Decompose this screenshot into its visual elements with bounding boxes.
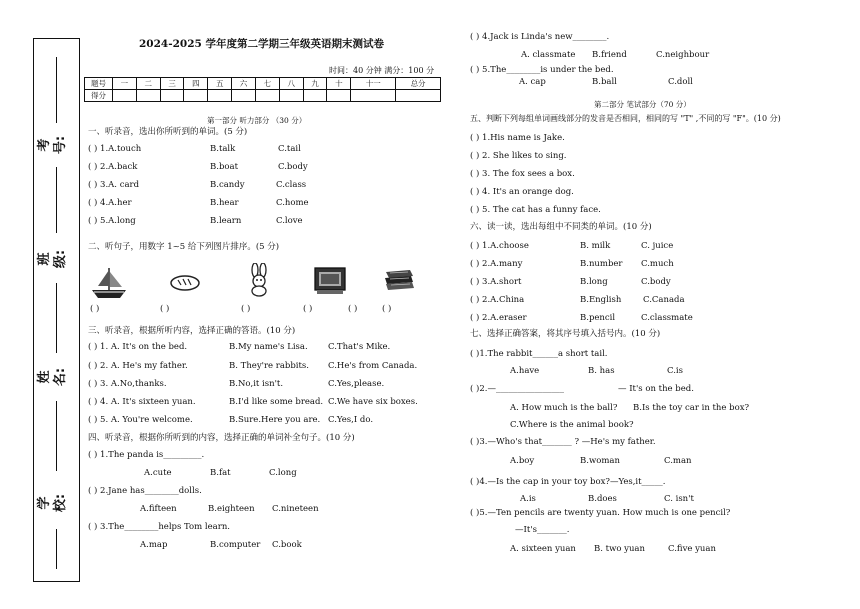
score-input-cell[interactable]: [396, 90, 441, 102]
score-input-cell[interactable]: [208, 90, 232, 102]
s6-q2: ( ) 2.A.many: [470, 259, 523, 269]
s1-q1-c: C.tail: [278, 144, 301, 154]
s7-q1-c: C.is: [667, 366, 683, 376]
s3-q5-b: B.Sure.Here you are.: [229, 415, 321, 425]
s3-q2-c: C.He's from Canada.: [328, 361, 418, 371]
name-label: 姓名:: [37, 367, 68, 387]
table-cell: 五: [208, 78, 232, 90]
s6-q3-c: C.body: [641, 277, 671, 287]
table-cell: 六: [232, 78, 256, 90]
s1-q3: ( ) 3.A. card: [88, 180, 140, 190]
books-icon: [382, 268, 416, 294]
score-input-cell[interactable]: [113, 90, 137, 102]
fill-line-exam-no: [56, 57, 57, 123]
s4-q4-a: A. classmate: [521, 50, 576, 60]
section4-heading: 四、听录音，根据你所听到的内容，选择正确的单词补全句子。(10 分): [88, 433, 355, 443]
computer-icon: [313, 266, 347, 296]
s4-q3-a: A.map: [140, 540, 168, 550]
s3-q1: ( ) 1. A. It's on the bed.: [88, 342, 188, 352]
student-info-sidebar: [33, 38, 80, 582]
score-table-row: [85, 78, 441, 90]
s7-q5-c: C.five yuan: [668, 544, 716, 554]
picture-order-blank[interactable]: ( ): [90, 304, 100, 314]
s6-q1: ( ) 1.A.choose: [470, 241, 529, 251]
s4-q2-a: A.fifteen: [140, 504, 177, 514]
section5-heading: 五、判断下列每组单词画线部分的发音是否相同，相同的写 "T" ,不同的写 "F"。(10 分): [470, 114, 781, 123]
s6-q2-b: B.number: [580, 259, 623, 269]
part1-title: 第一部分 听力部分 （30 分）: [207, 116, 307, 125]
exam-title: 2024-2025 学年度第二学期三年级英语期末测试卷: [139, 38, 384, 50]
s7-q3: ( )3.—Who's that_______ ? —He's my father.: [470, 437, 656, 447]
s7-q5: ( )5.—Ten pencils are twenty yuan. How much is one pencil?: [470, 508, 731, 518]
class-label: 班级:: [37, 249, 68, 269]
table-cell: 一: [113, 78, 137, 90]
table-cell: 题号: [85, 78, 113, 90]
score-input-cell[interactable]: [160, 90, 184, 102]
fill-line-class: [56, 283, 57, 353]
score-input-cell[interactable]: [327, 90, 351, 102]
score-input-cell[interactable]: [279, 90, 303, 102]
score-table-row: [85, 90, 441, 102]
s5-q5: ( ) 5. The cat has a funny face.: [470, 205, 601, 215]
s4-q3: ( ) 3.The________helps Tom learn.: [88, 522, 230, 532]
s4-q1-b: B.fat: [210, 468, 231, 478]
section1-heading: 一、听录音，选出你所听到的单词。(5 分): [88, 127, 248, 137]
s7-q1-b: B. has: [588, 366, 615, 376]
s3-q3-b: B.No,it isn't.: [229, 379, 284, 389]
s3-q3-c: C.Yes,please.: [328, 379, 385, 389]
s3-q2-b: B. They're rabbits.: [229, 361, 309, 371]
s1-q1-b: B.talk: [210, 144, 236, 154]
s4-q4-b: B.friend: [592, 50, 627, 60]
s7-q2-answer: — It's on the bed.: [618, 384, 694, 394]
s1-q5-b: B.learn: [210, 216, 242, 226]
s6-q4-c: C.Canada: [643, 295, 685, 305]
s4-q2-c: C.nineteen: [272, 504, 319, 514]
s1-q2: ( ) 2.A.back: [88, 162, 138, 172]
score-input-cell[interactable]: [303, 90, 327, 102]
s7-q3-b: B.woman: [580, 456, 620, 466]
table-cell: 得分: [85, 90, 113, 102]
s7-q5-b: —It's_______.: [515, 525, 570, 535]
s7-q4: ( )4.—Is the cap in your toy box?—Yes,it_____.: [470, 477, 666, 487]
s1-q5-c: C.love: [276, 216, 303, 226]
score-input-cell[interactable]: [232, 90, 256, 102]
s7-q1-a: A.have: [510, 366, 540, 376]
s4-q2: ( ) 2.Jane has________dolls.: [88, 486, 202, 496]
s4-q5-c: C.doll: [668, 77, 693, 87]
s7-q4-c: C. isn't: [664, 494, 694, 504]
section2-heading: 二、听句子，用数字 1~5 给下列图片排序。(5 分): [88, 242, 280, 252]
bread-icon: [170, 275, 200, 291]
s1-q2-c: C.body: [278, 162, 308, 172]
s1-q4-b: B.hear: [210, 198, 239, 208]
s6-q2-c: C.much: [641, 259, 674, 269]
s4-q1-c: C.long: [269, 468, 297, 478]
s4-q1-a: A.cute: [144, 468, 172, 478]
picture-order-blank[interactable]: ( ): [160, 304, 170, 314]
s7-q3-a: A.boy: [510, 456, 535, 466]
table-cell: 九: [303, 78, 327, 90]
table-cell: 十一: [351, 78, 396, 90]
score-input-cell[interactable]: [255, 90, 279, 102]
part2-title: 第二部分 笔试部分（70 分）: [594, 100, 691, 109]
section7-heading: 七、选择正确答案，将其序号填入括号内。(10 分): [470, 329, 661, 339]
s6-q1-c: C. juice: [641, 241, 674, 251]
s7-q2: ( )2.—________________: [470, 384, 564, 394]
section3-heading: 三、听录音，根据所听内容，选择正确的答语。(10 分): [88, 326, 296, 336]
s6-q3: ( ) 3.A.short: [470, 277, 522, 287]
fill-line-exam-no-2: [56, 167, 57, 233]
s6-q5-b: B.pencil: [580, 313, 616, 323]
s4-q5: ( ) 5.The________is under the bed.: [470, 65, 614, 75]
s7-q4-a: A.is: [520, 494, 536, 504]
score-table: [84, 77, 441, 102]
table-cell: 十: [327, 78, 351, 90]
s3-q5: ( ) 5. A. You're welcome.: [88, 415, 193, 425]
s3-q1-b: B.My name's Lisa.: [229, 342, 308, 352]
s4-q4: ( ) 4.Jack is Linda's new________.: [470, 32, 610, 42]
score-input-cell[interactable]: [351, 90, 396, 102]
score-input-cell[interactable]: [136, 90, 160, 102]
s3-q1-c: C.That's Mike.: [328, 342, 391, 352]
s5-q3: ( ) 3. The fox sees a box.: [470, 169, 575, 179]
s6-q1-b: B. milk: [580, 241, 611, 251]
s6-q5-c: C.classmate: [641, 313, 693, 323]
s1-q4-c: C.home: [276, 198, 309, 208]
s4-q5-b: B.ball: [592, 77, 617, 87]
s7-q2-b: B.Is the toy car in the box?: [633, 403, 750, 413]
s5-q4: ( ) 4. It's an orange dog.: [470, 187, 574, 197]
fill-line-school: [56, 529, 57, 569]
s3-q2: ( ) 2. A. He's my father.: [88, 361, 188, 371]
table-cell: 八: [279, 78, 303, 90]
fill-line-name: [56, 401, 57, 471]
s7-q4-b: B.does: [588, 494, 617, 504]
s3-q3: ( ) 3. A.No,thanks.: [88, 379, 167, 389]
s4-q1: ( ) 1.The panda is_________.: [88, 450, 205, 460]
s6-q4: ( ) 2.A.China: [470, 295, 525, 305]
table-cell: 四: [184, 78, 208, 90]
picture-order-blank[interactable]: ( ): [382, 304, 392, 314]
table-cell: 总分: [396, 78, 441, 90]
s3-q5-c: C.Yes,I do.: [328, 415, 374, 425]
s6-q5: ( ) 2.A.eraser: [470, 313, 527, 323]
s1-q5: ( ) 5.A.long: [88, 216, 136, 226]
table-cell: 七: [255, 78, 279, 90]
s7-q2-c: C.Where is the animal book?: [510, 420, 634, 430]
s4-q4-c: C.neighbour: [656, 50, 710, 60]
s3-q4-c: C.We have six boxes.: [328, 397, 418, 407]
exam-no-label: 考号:: [37, 135, 68, 155]
rabbit-icon: [247, 263, 271, 297]
s1-q4: ( ) 4.A.her: [88, 198, 132, 208]
ship-icon: [90, 266, 128, 300]
s3-q4-b: B.I'd like some bread.: [229, 397, 324, 407]
s7-q5-a: A. sixteen yuan: [510, 544, 576, 554]
s1-q3-b: B.candy: [210, 180, 245, 190]
s7-q2-a: A. How much is the ball?: [510, 403, 618, 413]
school-label: 学校:: [37, 493, 68, 513]
table-cell: 二: [136, 78, 160, 90]
s4-q5-a: A. cap: [519, 77, 546, 87]
s1-q3-c: C.class: [276, 180, 307, 190]
s7-q3-c: C.man: [664, 456, 692, 466]
s4-q3-b: B.computer: [210, 540, 261, 550]
time-score: 时间：40 分钟 满分：100 分: [329, 66, 435, 75]
s7-q5-bb: B. two yuan: [594, 544, 645, 554]
s1-q1: ( ) 1.A.touch: [88, 144, 142, 154]
s1-q2-b: B.boat: [210, 162, 238, 172]
picture-order-blank[interactable]: ( ): [348, 304, 358, 314]
s4-q3-c: C.book: [272, 540, 302, 550]
table-cell: 三: [160, 78, 184, 90]
s7-q1: ( )1.The rabbit______a short tail.: [470, 349, 608, 359]
s6-q4-b: B.English: [580, 295, 622, 305]
picture-order-blank[interactable]: ( ): [303, 304, 313, 314]
section6-heading: 六、读一读，选出每组中不同类的单词。(10 分): [470, 222, 652, 232]
picture-order-blank[interactable]: ( ): [241, 304, 251, 314]
s5-q1: ( ) 1.His name is Jake.: [470, 133, 565, 143]
s4-q2-b: B.eighteen: [208, 504, 255, 514]
s3-q4: ( ) 4. A. It's sixteen yuan.: [88, 397, 196, 407]
s6-q3-b: B.long: [580, 277, 608, 287]
s5-q2: ( ) 2. She likes to sing.: [470, 151, 567, 161]
score-input-cell[interactable]: [184, 90, 208, 102]
